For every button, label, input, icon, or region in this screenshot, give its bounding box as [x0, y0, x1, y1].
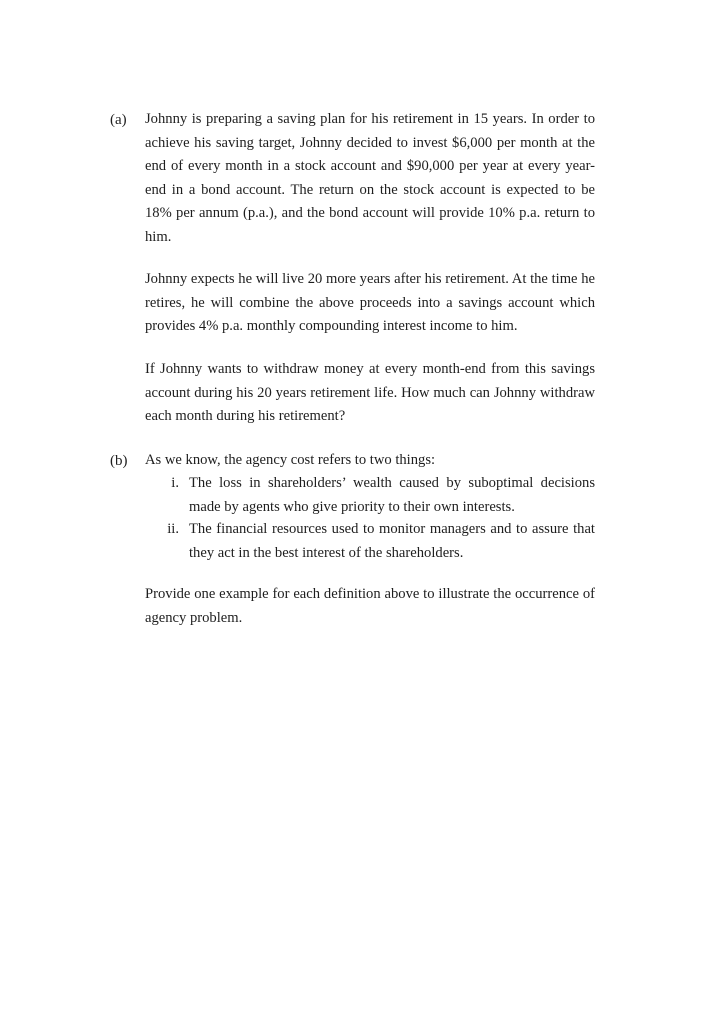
list-item-text: The financial resources used to monitor managers and to assure that they act in the best interest of the shareholders. — [189, 521, 595, 561]
question-a-label: (a) — [110, 112, 127, 128]
list-item-text: The loss in shareholders’ wealth caused by suboptimal decisions made by agents who give priority to their own interests. — [189, 475, 595, 515]
question-b-label: (b) — [110, 453, 128, 469]
question-a-paragraph-1: Johnny is preparing a saving plan for his retirement in 15 years. In order to achieve his saving target, Johnny decided to invest $6,000 per month at the end of every month in a stock account and $90,000 per year at every year-end in a bond account. The return on the stock account is expected to be 18% per annum (p.a.), and the bond account will provide 10% p.a. return to him. — [145, 111, 595, 245]
question-a-paragraph-3: If Johnny wants to withdraw money at every month-end from this savings account during his 20 years retirement life. How much can Johnny withdraw each month during his retirement? — [145, 361, 595, 424]
list-item-numeral: i. — [171, 475, 179, 491]
list-item-numeral: ii. — [167, 521, 179, 537]
question-a-paragraph-2: Johnny expects he will live 20 more years after his retirement. At the time he retires, he will combine the above proceeds into a savings account which provides 4% p.a. monthly compounding interest income to him. — [145, 271, 595, 334]
question-b-intro: As we know, the agency cost refers to two things: — [145, 452, 436, 468]
question-b-closing: Provide one example for each definition above to illustrate the occurrence of agency problem. — [145, 586, 595, 626]
